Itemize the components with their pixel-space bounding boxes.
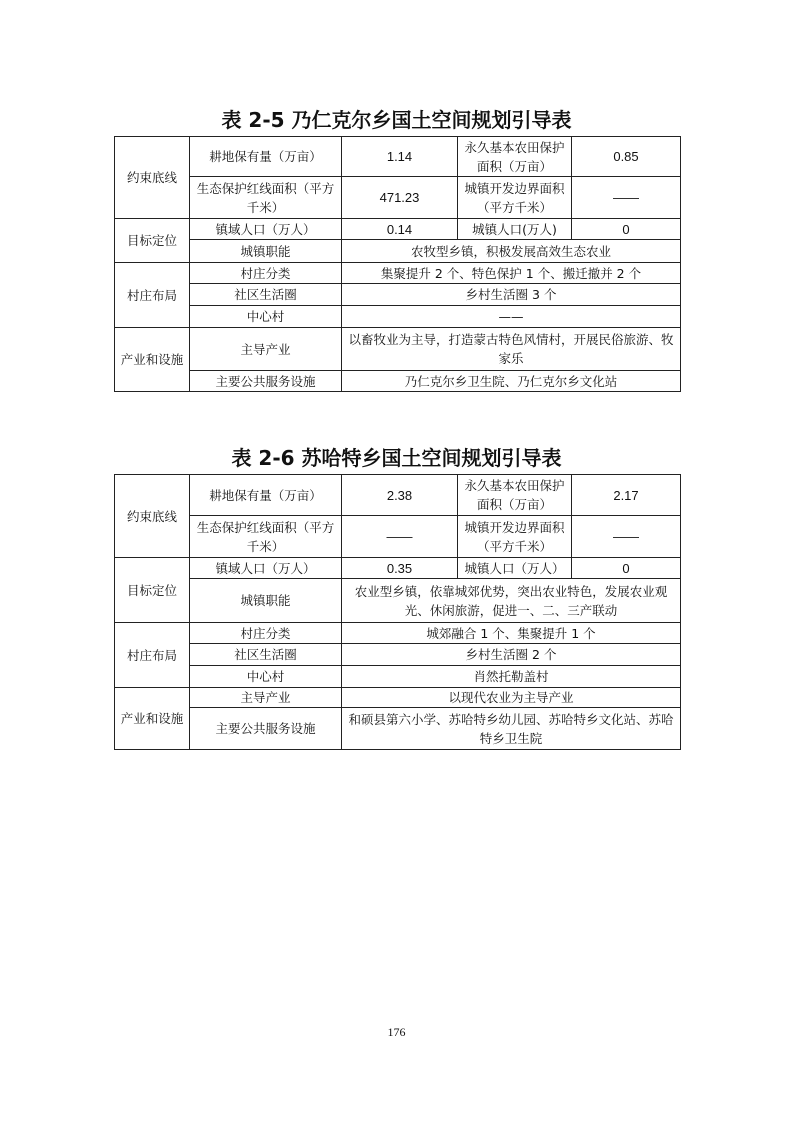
row-value: 城郊融合 1 个、集聚提升 1 个 xyxy=(342,623,681,644)
section-label: 目标定位 xyxy=(115,219,190,263)
row-value: 以畜牧业为主导，打造蒙古特色风情村，开展民俗旅游、牧家乐 xyxy=(342,328,681,371)
table-title: 表 2-5 乃仁克尔乡国土空间规划引导表 xyxy=(221,108,572,132)
row-value: 乃仁克尔乡卫生院、乃仁克尔乡文化站 xyxy=(342,371,681,392)
row-label: 村庄分类 xyxy=(190,623,342,644)
row-value: 集聚提升 2 个、特色保护 1 个、搬迁撤并 2 个 xyxy=(342,263,681,284)
row-value: 和硕县第六小学、苏哈特乡幼儿园、苏哈特乡文化站、苏哈特乡卫生院 xyxy=(342,708,681,750)
row-value: 0.85 xyxy=(572,137,681,177)
row-label: 生态保护红线面积（平方千米） xyxy=(190,516,342,558)
row-label: 生态保护红线面积（平方千米） xyxy=(190,177,342,219)
row-label: 中心村 xyxy=(190,666,342,688)
row-label: 镇域人口（万人） xyxy=(190,558,342,579)
section-label: 约束底线 xyxy=(115,475,190,558)
row-label: 城镇开发边界面积（平方千米） xyxy=(458,177,572,219)
section-label: 约束底线 xyxy=(115,137,190,219)
row-value: 2.17 xyxy=(572,475,681,516)
section-label: 村庄布局 xyxy=(115,263,190,328)
row-value: 0 xyxy=(572,558,681,579)
row-value: 2.38 xyxy=(342,475,458,516)
row-label: 主要公共服务设施 xyxy=(190,371,342,392)
row-value: 乡村生活圈 2 个 xyxy=(342,644,681,666)
row-value: 农业型乡镇，依靠城郊优势，突出农业特色，发展农业观光、休闲旅游，促进一、二、三产联动 xyxy=(342,579,681,623)
row-label: 永久基本农田保护面积（万亩） xyxy=(458,137,572,177)
row-value: 0.35 xyxy=(342,558,458,579)
row-value: 1.14 xyxy=(342,137,458,177)
row-value: 乡村生活圈 3 个 xyxy=(342,284,681,306)
row-label: 主导产业 xyxy=(190,688,342,708)
planning-guide-table xyxy=(114,474,681,750)
section-label: 产业和设施 xyxy=(115,328,190,392)
row-value: —— xyxy=(572,177,681,219)
row-value: 肖然托勒盖村 xyxy=(342,666,681,688)
section-label: 目标定位 xyxy=(115,558,190,623)
section-label: 村庄布局 xyxy=(115,623,190,688)
page-number: 176 xyxy=(387,1025,406,1039)
row-value: 0 xyxy=(572,219,681,240)
row-value: 农牧型乡镇，积极发展高效生态农业 xyxy=(342,240,681,263)
row-value: —— xyxy=(342,306,681,328)
row-value: —— xyxy=(572,516,681,558)
row-label: 中心村 xyxy=(190,306,342,328)
row-label: 主要公共服务设施 xyxy=(190,708,342,750)
row-label: 村庄分类 xyxy=(190,263,342,284)
row-label: 城镇职能 xyxy=(190,240,342,263)
row-value: —— xyxy=(342,516,458,558)
row-label: 镇域人口（万人） xyxy=(190,219,342,240)
table-title: 表 2-6 苏哈特乡国土空间规划引导表 xyxy=(231,446,562,470)
row-label: 城镇开发边界面积（平方千米） xyxy=(458,516,572,558)
row-value: 以现代农业为主导产业 xyxy=(342,688,681,708)
row-label: 城镇职能 xyxy=(190,579,342,623)
row-label: 主导产业 xyxy=(190,328,342,371)
section-label: 产业和设施 xyxy=(115,688,190,750)
row-label: 城镇人口（万人） xyxy=(458,558,572,579)
row-label: 城镇人口(万人) xyxy=(458,219,572,240)
row-value: 471.23 xyxy=(342,177,458,219)
row-value: 0.14 xyxy=(342,219,458,240)
row-label: 耕地保有量（万亩） xyxy=(190,475,342,516)
row-label: 耕地保有量（万亩） xyxy=(190,137,342,177)
row-label: 社区生活圈 xyxy=(190,284,342,306)
row-label: 社区生活圈 xyxy=(190,644,342,666)
planning-guide-table xyxy=(114,136,681,392)
row-label: 永久基本农田保护面积（万亩） xyxy=(458,475,572,516)
